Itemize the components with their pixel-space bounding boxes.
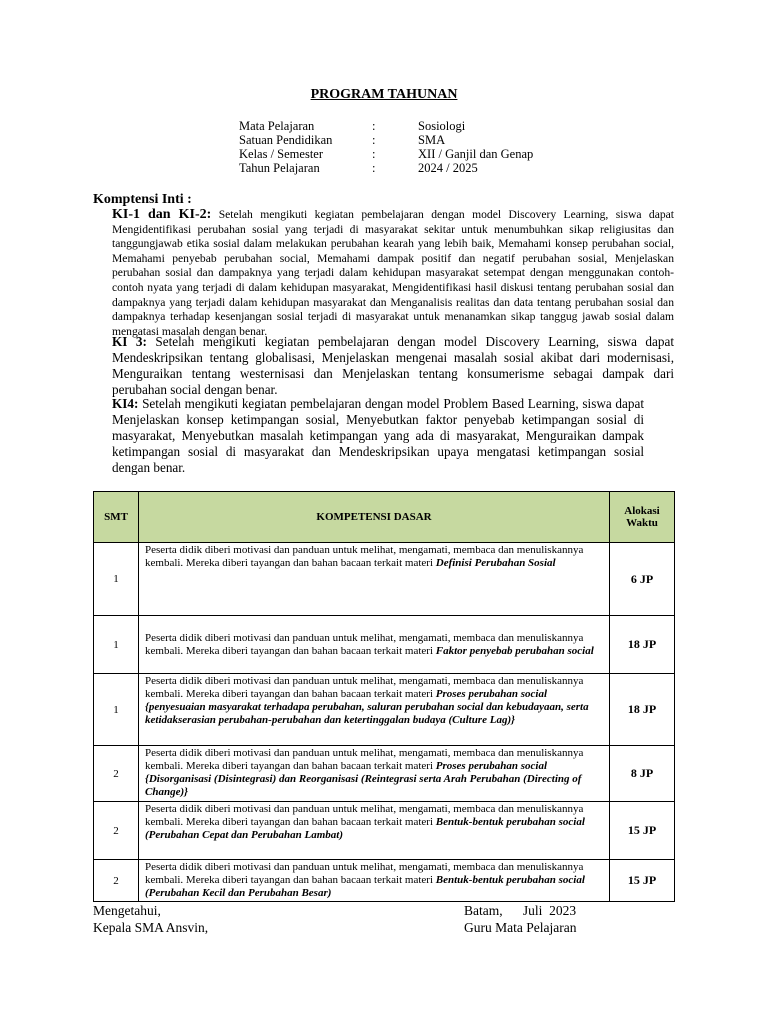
table-row — [94, 674, 675, 746]
meta-label: Kelas / Semester — [239, 147, 324, 161]
kd-topic: Faktor penyebab perubahan social — [435, 645, 594, 657]
kd-topic: Bentuk-bentuk perubahan social (Perubahan Cepat dan Perubahan Lambat) — [145, 816, 585, 841]
jp-cell: 6 JP — [610, 543, 675, 616]
meta-label: Satuan Pendidikan — [239, 133, 333, 147]
meta-row-class — [239, 147, 533, 161]
meta-row-subject — [239, 119, 533, 133]
kd-lead: Peserta didik diberi motivasi dan panduan untuk melihat, mengamati, membaca dan menuliskannya kembali. Mereka diberi tayangan dan bahan bacaan terkait materi — [145, 675, 584, 700]
smt-cell: 1 — [94, 616, 139, 674]
meta-value: Sosiologi — [418, 119, 466, 133]
meta-value: 2024 / 2025 — [418, 161, 478, 175]
sign-principal: Kepala SMA Ansvin, — [93, 920, 209, 935]
meta-label: Mata Pelajaran — [239, 119, 315, 133]
ki-label: KI 3: — [112, 334, 147, 349]
document-title: PROGRAM TAHUNAN — [310, 87, 458, 102]
meta-row-year — [239, 161, 533, 175]
meta-value: XII / Ganjil dan Genap — [418, 147, 534, 161]
header-kd: KOMPETENSI DASAR — [139, 492, 610, 543]
table-row — [94, 860, 675, 902]
smt-cell: 2 — [94, 746, 139, 802]
meta-row-school — [239, 133, 533, 147]
sign-place-date: Batam, Juli 2023 — [464, 903, 577, 918]
meta-colon: : — [372, 119, 376, 133]
smt-cell: 1 — [94, 543, 139, 616]
kd-cell — [139, 616, 610, 674]
sign-teacher: Guru Mata Pelajaran — [464, 920, 577, 935]
kd-topic: Bentuk-bentuk perubahan social (Perubahan Kecil dan Perubahan Besar) — [145, 874, 585, 899]
jp-cell: 18 JP — [610, 616, 675, 674]
kd-topic: Proses perubahan social {penyesuaian masyarakat terhadapa perubahan, saluran perubahan social dan kebudayaan, serta ketidakserasian perubahan-perubahan dan ketertinggalan budaya (Culture Lag)} — [145, 688, 589, 726]
ki-text: Setelah mengikuti kegiatan pembelajaran dengan model Problem Based Learning, siswa dapat Menjelaskan konsep ketimpangan sosial, Menyebutkan faktor penyebab ketimpangan sosial di masyarakat, Menyebutkan masalah ketimpangan yang ada di masyarakat, Menguraikan dampak ketimpangan sosial di masyarakat dan Mendeskripsikan upaya mengatasi ketimpangan sosial dengan benar. — [112, 396, 644, 475]
meta-colon: : — [372, 133, 376, 147]
header-alokasi: Alokasi Waktu — [610, 492, 675, 543]
ki-text: Setelah mengikuti kegiatan pembelajaran dengan model Discovery Learning, siswa dapat Mendeskripsikan tentang globalisasi, Menjelaskan mengenai masalah sosial akibat dari modernisasi, Menguraikan tentang westernisasi dan Menjelaskan tentang konsumerisme sebagai dampak dari perubahan social dengan benar. — [112, 334, 674, 397]
jp-cell: 8 JP — [610, 746, 675, 802]
jp-cell: 15 JP — [610, 860, 675, 902]
table-row — [94, 746, 675, 802]
kd-lead: Peserta didik diberi motivasi dan panduan untuk melihat, mengamati, membaca dan menuliskannya kembali. Mereka diberi tayangan dan bahan bacaan terkait materi — [145, 544, 584, 569]
table-row — [94, 543, 675, 616]
kd-cell — [139, 674, 610, 746]
kd-lead: Peserta didik diberi motivasi dan panduan untuk melihat, mengamati, membaca dan menuliskannya kembali. Mereka diberi tayangan dan bahan bacaan terkait materi — [145, 632, 584, 657]
kd-lead: Peserta didik diberi motivasi dan panduan untuk melihat, mengamati, membaca dan menuliskannya kembali. Mereka diberi tayangan dan bahan bacaan terkait materi — [145, 747, 584, 772]
meta-label: Tahun Pelajaran — [239, 161, 320, 175]
meta-value: SMA — [418, 133, 446, 147]
table-row — [94, 802, 675, 860]
kompetensi-dasar-table — [93, 491, 675, 902]
signature-right — [464, 902, 576, 936]
ki-4-paragraph — [112, 396, 644, 476]
kd-cell — [139, 802, 610, 860]
identity-block — [239, 119, 533, 175]
table-row — [94, 616, 675, 674]
meta-colon: : — [372, 147, 376, 161]
kd-topic: Definisi Perubahan Sosial — [435, 557, 556, 569]
jp-cell: 15 JP — [610, 802, 675, 860]
ki-label: KI4: — [112, 396, 139, 411]
header-smt: SMT — [94, 492, 139, 543]
ki-label: KI-1 dan KI-2: — [112, 207, 212, 222]
kd-cell — [139, 746, 610, 802]
meta-colon: : — [372, 161, 376, 175]
smt-cell: 2 — [94, 802, 139, 860]
ki-1-2-paragraph — [112, 208, 674, 339]
signature-left — [93, 902, 208, 936]
smt-cell: 2 — [94, 860, 139, 902]
table-header-row — [94, 492, 675, 543]
jp-cell: 18 JP — [610, 674, 675, 746]
kd-lead: Peserta didik diberi motivasi dan panduan untuk melihat, mengamati, membaca dan menuliskannya kembali. Mereka diberi tayangan dan bahan bacaan terkait materi — [145, 861, 584, 886]
sign-acknowledge: Mengetahui, — [93, 903, 161, 918]
ki-heading: Komptensi Inti : — [93, 192, 192, 207]
ki-text: Setelah mengikuti kegiatan pembelajaran dengan model Discovery Learning, siswa dapat Mengidentifikasi perubahan sosial yang terjadi di masyarakat sekitar untuk menumbuhkan sikap religiusitas dan tanggungjawab etika sosial dalam melakukan perubahan kearah yang lebih baik, Memahami konsep perubahan social, Memahami penyebab perubahan social, Memahami dampak positif dan negatif perubahan sosial, Menjelaskan perubahan sosial dan dampaknya yang terjadi dalam kehidupan masyarakat setempat dengan menggunakan contoh-contoh nyata yang terjadi di dalam kehidupan masyarakat, Mengidentifikasi hasil diskusi tentang perubahan sosial dan dampaknya yang terjadi dalam kehidupan masyarakat dan Menganalisis realitas dan data tentang perubahan sosial dan dampaknya terhadap kesenjangan sosial terjadi di masyarakat untuk menanamkan sikap tanggug jawab sosial dalam mengatasi masalah dengan benar. — [112, 208, 675, 338]
kd-cell — [139, 543, 610, 616]
kd-cell — [139, 860, 610, 902]
kd-topic: Proses perubahan social {Disorganisasi (Disintegrasi) dan Reorganisasi (Reintegrasi serta Arah Perubahan (Directing of Change)} — [145, 760, 582, 798]
ki-3-paragraph — [112, 334, 674, 398]
kd-lead: Peserta didik diberi motivasi dan panduan untuk melihat, mengamati, membaca dan menuliskannya kembali. Mereka diberi tayangan dan bahan bacaan terkait materi — [145, 803, 584, 828]
smt-cell: 1 — [94, 674, 139, 746]
